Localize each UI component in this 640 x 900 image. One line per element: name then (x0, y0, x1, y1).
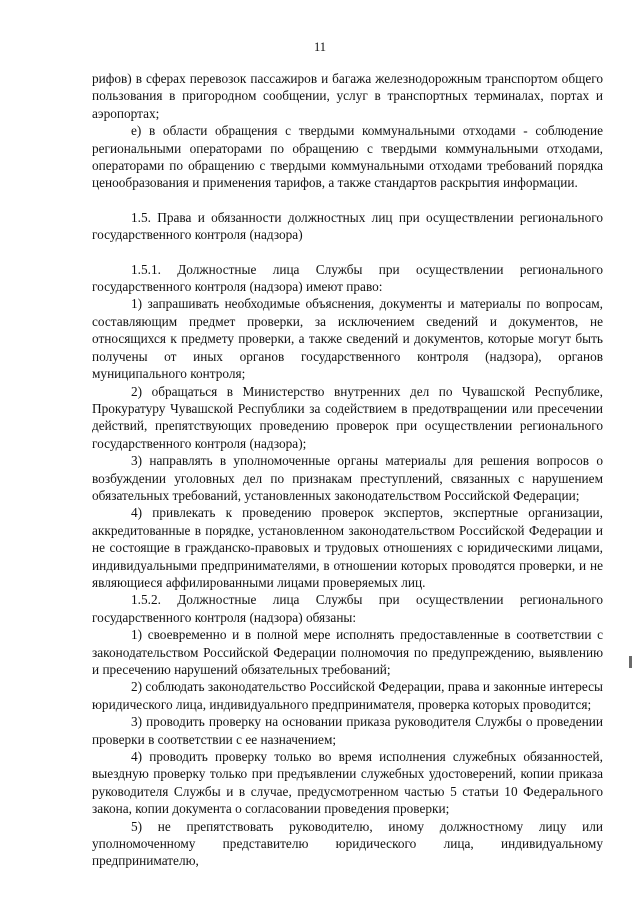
section-heading-1-5: 1.5. Права и обязанности должностных лиц при осуществлении регионального государственного контроля (надзора) (92, 209, 603, 243)
paragraph-1-5-1: 1.5.1. Должностные лица Службы при осуществлении регионального государственного контроля (надзора) имеют право: (92, 261, 603, 295)
paragraph-1-5-1-item-2: 2) обращаться в Министерство внутренних дел по Чувашской Республике, Прокуратуру Чувашской Республики за содействием в предотвращении или пресечении действий, препятствующих проведению проверок при осуществлении регионального государственного контроля (надзора); (92, 383, 603, 451)
paragraph-1-5-2-item-5: 5) не препятствовать руководителю, иному должностному лицу или уполномоченному представителю юридического лица, индивидуальному предпринимателю, (92, 818, 603, 869)
paragraph-1-5-2-item-2: 2) соблюдать законодательство Российской Федерации, права и законные интересы юридического лица, индивидуального предпринимателя, проверка которых проводится; (92, 679, 603, 712)
paragraph-1-5-2-item-1: 1) своевременно и в полной мере исполнять предоставленные в соответствии с законодательством Российской Федерации полномочия по предупреждению, выявлению и пресечению нарушений обязательных требований; (92, 627, 603, 677)
paragraph-continuation: рифов) в сферах перевозок пассажиров и багажа железнодорожным транспортом общего пользования в пригородном сообщении, услуг в транспортных терминалах, портах и аэропортах; (92, 71, 603, 121)
paragraph-1-5-2-item-4: 4) проводить проверку только во время исполнения служебных обязанностей, выездную проверку только при предъявлении служебных удостоверений, копии приказа руководителя Службы и в случае, предусмотренном частью 5 статьи 10 Федерального закона, копии документа о согласовании проведения проверки; (92, 749, 603, 817)
paragraph-item-e: е) в области обращения с твердыми коммунальными отходами - соблюдение региональными операторами по обращению с твердыми коммунальными отходами, операторами по обращению с твердыми коммунальными отходами требований порядка ценообразования и применения тарифов, а также стандартов раскрытия информации. (92, 123, 603, 191)
paragraph-1-5-1-item-3: 3) направлять в уполномоченные органы материалы для решения вопросов о возбуждении уголовных дел по признакам преступлений, связанных с нарушением обязательных требований, установленных законодательством Российской Федерации; (92, 453, 603, 503)
paragraph-1-5-2-item-3: 3) проводить проверку на основании приказа руководителя Службы о проведении проверки в соответствии с ее назначением; (92, 714, 603, 747)
page-number: 11 (313, 40, 327, 54)
paragraph-1-5-1-item-1: 1) запрашивать необходимые объяснения, документы и материалы по вопросам, составляющим предмет проверки, за исключением сведений и документов, не относящихся к предмету проверки, а также сведений и документов, которые могут быть получены от иных органов государственного контроля (надзора), органов муниципального контроля; (92, 296, 603, 382)
document-body (92, 70, 603, 870)
paragraph-1-5-2: 1.5.2. Должностные лица Службы при осуществлении регионального государственного контроля (надзора) обязаны: (92, 592, 603, 625)
scan-artifact-mark (629, 656, 632, 668)
paragraph-1-5-1-item-4: 4) привлекать к проведению проверок экспертов, экспертные организации, аккредитованные в порядке, установленном законодательством Российской Федерации и не состоящие в гражданско-правовых и трудовых отношениях с юридическими лицами, индивидуальными предпринимателями, в отношении которых проводятся проверки, и не являющиеся аффилированными лицами проверяемых лиц. (92, 505, 603, 590)
